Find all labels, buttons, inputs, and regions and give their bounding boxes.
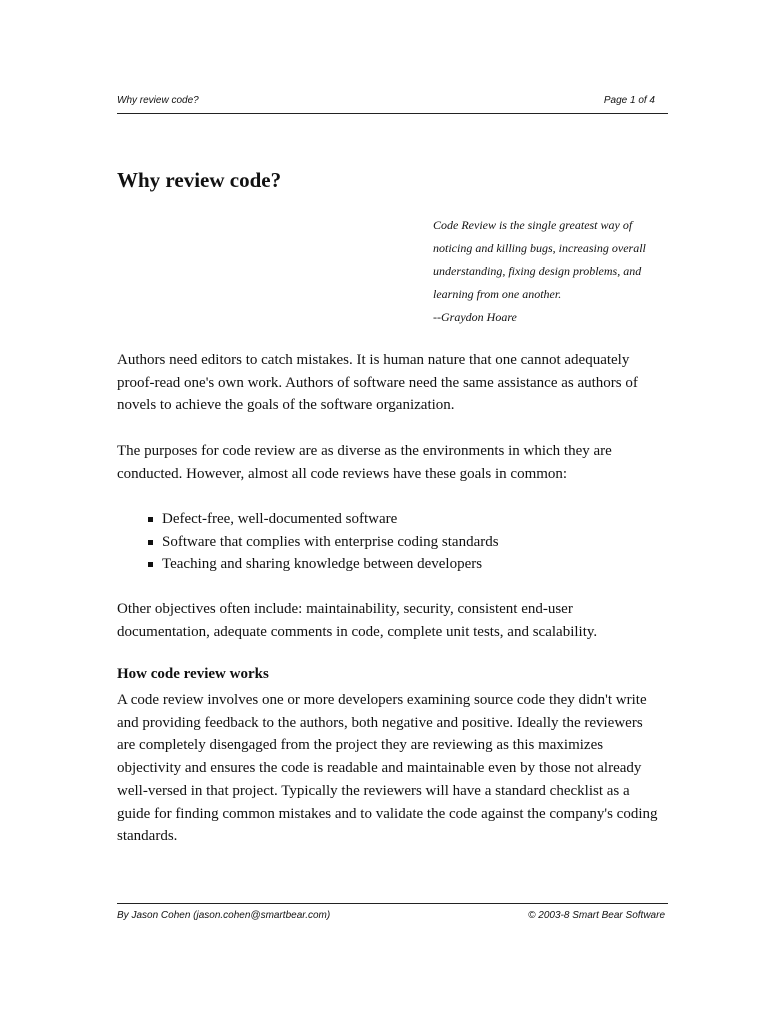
paragraph-line: well-versed in that project. Typically the reviewers will have a standard checklist as a (117, 782, 630, 799)
paragraph-purposes (117, 440, 657, 485)
quote-attribution: --Graydon Hoare (433, 310, 517, 324)
bullet-icon (148, 540, 153, 545)
paragraph-line: The purposes for code review are as diverse as the environments in which they are (117, 443, 612, 459)
quote-line: understanding, fixing design problems, and (433, 264, 642, 278)
paragraph-how-it-works (117, 689, 657, 848)
header-title: Why review code? (117, 95, 199, 106)
paragraph-line: Authors need editors to catch mistakes. It is human nature that one cannot adequately (117, 352, 630, 368)
paragraph-line: objectivity and ensures the code is readable and maintainable even by those not already (117, 760, 642, 777)
paragraph-line: are completely disengaged from the project they are reviewing as this maximizes (117, 737, 604, 754)
quote-line: noticing and killing bugs, increasing overall (433, 241, 646, 255)
paragraph-line: and providing feedback to the authors, both negative and positive. Ideally the reviewers (117, 714, 643, 731)
quote-line: Code Review is the single greatest way of (433, 218, 633, 232)
list-item-text: Defect-free, well-documented software (162, 511, 398, 527)
quote-line: learning from one another. (433, 287, 562, 301)
page-title: Why review code? (117, 168, 282, 192)
list-item (147, 508, 499, 531)
section-heading: How code review works (117, 666, 269, 682)
list-item (147, 531, 499, 554)
paragraph-line: A code review involves one or more developers examining source code they didn't write (117, 692, 647, 708)
footer-copyright: © 2003-8 Smart Bear Software (528, 910, 665, 921)
paragraph-line: documentation, adequate comments in code, complete unit tests, and scalability. (117, 623, 598, 640)
page-footer (117, 903, 668, 924)
list-item-text: Software that complies with enterprise coding standards (162, 533, 499, 550)
page-header (117, 95, 668, 114)
paragraph-line: novels to achieve the goals of the software organization. (117, 397, 455, 414)
paragraph-editors (117, 349, 657, 417)
paragraph-line: Other objectives often include: maintainability, security, consistent end-user (117, 601, 573, 617)
list-item (147, 553, 499, 576)
paragraph-line: proof-read one's own work. Authors of software need the same assistance as authors of (117, 374, 638, 391)
bullet-icon (148, 562, 153, 567)
list-item-text: Teaching and sharing knowledge between developers (162, 556, 483, 573)
paragraph-line: standards. (117, 828, 178, 845)
bullet-icon (148, 517, 153, 522)
epigraph-quote (433, 214, 683, 329)
paragraph-objectives (117, 598, 657, 643)
goals-list (147, 508, 499, 576)
paragraph-line: guide for finding common mistakes and to validate the code against the company's coding (117, 805, 658, 822)
paragraph-line: conducted. However, almost all code reviews have these goals in common: (117, 465, 568, 482)
footer-author: By Jason Cohen (jason.cohen@smartbear.com) (117, 910, 331, 921)
page-number: Page 1 of 4 (603, 95, 655, 106)
